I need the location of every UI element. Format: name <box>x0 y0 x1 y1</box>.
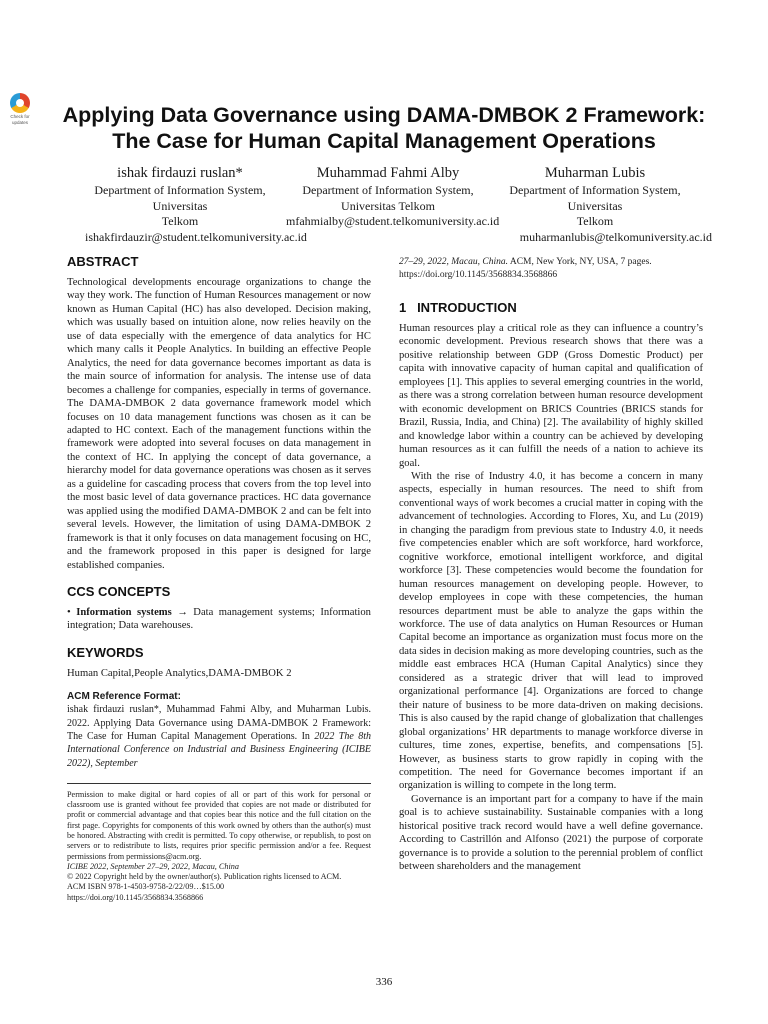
permission-text: Permission to make digital or hard copies of all or part of this work for personal or classroom use is granted without fee provided that copies are not made or distributed for profit or commercial advantage and that copies bear this notice and the full citation on the first page. Copyrights for components of this work owned by others than the author(s) must be honored. Abstracting with credit is permitted. To copy otherwise, or republish, to post on servers or to redistribute to lists, requires prior specific permission and/or a fee. Request permissions from permissions@acm.org. <box>67 789 371 861</box>
author-email[interactable]: ishakfirdauzir@student.telkomuniversity.ac.id <box>85 229 307 244</box>
check-for-updates-badge[interactable] <box>6 93 34 127</box>
crossmark-icon <box>10 93 30 113</box>
ccs-text <box>67 606 371 633</box>
paper-title <box>40 102 728 154</box>
author-3 <box>492 164 712 245</box>
permission-venue: ICIBE 2022, September 27–29, 2022, Macau, China <box>67 861 239 871</box>
acm-ref-cont-italic: 27–29, 2022, Macau, China. <box>399 257 508 267</box>
author-affiliation: Telkom <box>161 214 199 228</box>
keywords-heading: KEYWORDS <box>67 644 144 660</box>
right-column <box>399 256 703 874</box>
keywords-text: Human Capital,People Analytics,DAMA-DMBOK 2 <box>67 667 292 679</box>
author-affiliation: Department of Information System, <box>302 183 474 197</box>
acm-ref-heading: ACM Reference Format: <box>67 691 181 703</box>
author-affiliation: Universitas <box>567 198 623 213</box>
author-name: ishak firdauzi ruslan* <box>117 165 243 181</box>
acm-ref-italic: 2022 The 8th International Conference on Industrial and Business Engineering (ICIBE 2022), September <box>67 730 372 769</box>
permission-notice <box>67 790 371 903</box>
acm-ref-cont-plain[interactable]: ACM, New York, NY, USA, 7 pages. https://doi.org/10.1145/3568834.3568866 <box>399 257 652 280</box>
author-affiliation: Telkom <box>576 214 614 228</box>
arrow-icon: → <box>177 606 188 618</box>
acm-ref-plain: ishak firdauzi ruslan*, Muhammad Fahmi Alby, and Muharman Lubis. 2022. Applying Data Governance using DAMA-DMBOK 2 Framework: The Case for Human Capital Management Operations. In <box>67 704 371 742</box>
permission-doi[interactable]: https://doi.org/10.1145/3568834.3568866 <box>67 892 204 902</box>
acm-ref-text <box>67 703 371 769</box>
permission-isbn: ACM ISBN 978-1-4503-9758-2/22/09…$15.00 <box>67 882 225 892</box>
author-affiliation: Universitas Telkom <box>341 198 435 213</box>
abstract-heading: ABSTRACT <box>67 254 139 269</box>
page-number: 336 <box>375 976 393 988</box>
intro-paragraph-1: Human resources play a critical role as they can influence a country’s economic development. Previous research shows that there was a positive relationship between GDP (Gross Domestic Product) per capita with innovative capacity of human capital and qualification of employees [1]. This applies to several emerging countries in the world, as there was a strong correlation between human resource development with economic development on BRICS Countries (BRICS stands for Brazil, Russia, India, and China) [2]. The availability of highly skilled and knowledge labor within a country can be achieved by developing human resources as it can fulfill the needs of a nation to achieve its goal. <box>399 323 703 469</box>
intro-paragraph-2: With the rise of Industry 4.0, it has become a concern in many aspects, especially in human resources. The need to shift from conventional ways of work becomes a crucial matter in coping with the advancement of technologies. According to Flores, Xu, and Lu (2019) in changing the paradigm from previous state to Industry 4.0, it needs five competencies enabler which are soft workforce, hard workforce, cognitive workforce, emotional intelligent workforce, and digital workforce [3]. These competencies would become the foundation for human resources management on developing people. However, to develop employees in cope with these competencies, the human resources department must be able to analyze the gaps within the workforce. The use of data analytics on Human Resources or Human Capital become an importance as organization must focus more on the data sides in decision making as more developing countries, such as the middle east embraces HCA (Human Capital Analytics) since they considered as a strategic driver that will lead to improved organizational performance [4]. Organizations are forced to change their nature of business to be more data-driven on making decisions. This is also caused by the rapid change of globalization that challenges global organizations’ HR departments to manage workforce diverse in cultures, time zones, expertise, benefits, and compensations [5]. However, as business starts to grow rapidly in coping with the competition. The need for Governance becomes important if an organization is willing to compete in the long term. <box>399 470 703 792</box>
author-email[interactable]: muharmanlubis@telkomuniversity.ac.id <box>519 229 712 244</box>
badge-label-2: updates <box>11 120 28 125</box>
intro-paragraph-3: Governance is an important part for a company to have if the main goal is to achieve sustainability. Sustainable companies with a long historical positive track record would have a well define governance. According to Castrillón and Alfonso (2021) the purpose of corporate governance is to provide a solution to the perennial problem of conflict between shareholders and the management <box>399 793 703 873</box>
author-name: Muharman Lubis <box>544 165 646 181</box>
author-affiliation: Department of Information System, <box>94 183 266 197</box>
abstract-text: Technological developments encourage organizations to change the way they work. The function of Human Resources management or now known as Human Capital (HC) has also developed. Decision making, which was usually based on intuition alone, now relies heavily on the use of data especially with the emergence of data analytics for HC which many calls it People Analytics. In building an effective People Analytics, the need for data governance becomes important as data is the main source of information for analysis. The intense use of data becomes a challenge for companies, especially in terms of governance. The DAMA-DMBOK 2 data governance framework model which focuses on 10 data management functions was chosen as it can be adapted to HC context. Each of the management functions within the framework were adopted into several focuses on data management in the context of HC. In applying the concept of data governance, a hierarchy model for data governance operations was chosen as it serves as a guideline for cascading process that covers from the top level into the most basic level of data governance practices. HC data governance was applied using the modified DAMA-DMBOK 2 and can be felt into several levels. However, the limitation of using DAMA-DMBOK 2 framework is that it only focuses on data management focusing on HC, and the framework proposed in this paper is designed for large established companies. <box>67 277 371 571</box>
author-email[interactable]: mfahmialby@student.telkomuniversity.ac.id <box>286 214 500 228</box>
title-line-2: The Case for Human Capital Management Operations <box>112 129 656 153</box>
ccs-heading: CCS CONCEPTS <box>67 583 171 599</box>
author-2 <box>286 164 500 230</box>
title-line-1: Applying Data Governance using DAMA-DMBOK 2 Framework: <box>62 103 706 127</box>
acm-ref-continuation <box>399 256 703 282</box>
author-name: Muhammad Fahmi Alby <box>316 165 460 181</box>
permission-copyright: © 2022 Copyright held by the owner/author(s). Publication rights licensed to ACM. <box>67 872 342 882</box>
introduction-heading: 1 INTRODUCTION <box>399 300 517 315</box>
left-column <box>67 254 371 903</box>
author-1 <box>82 164 307 245</box>
footnote-divider <box>67 783 371 784</box>
ccs-rest: Data management systems; Information integration; Data warehouses. <box>67 606 371 632</box>
ccs-strong: Information systems <box>76 606 172 618</box>
author-affiliation: Department of Information System, <box>509 183 681 197</box>
author-affiliation: Universitas <box>152 198 208 213</box>
ccs-bullet: • <box>67 606 71 618</box>
badge-label-1: Check for <box>10 114 30 119</box>
